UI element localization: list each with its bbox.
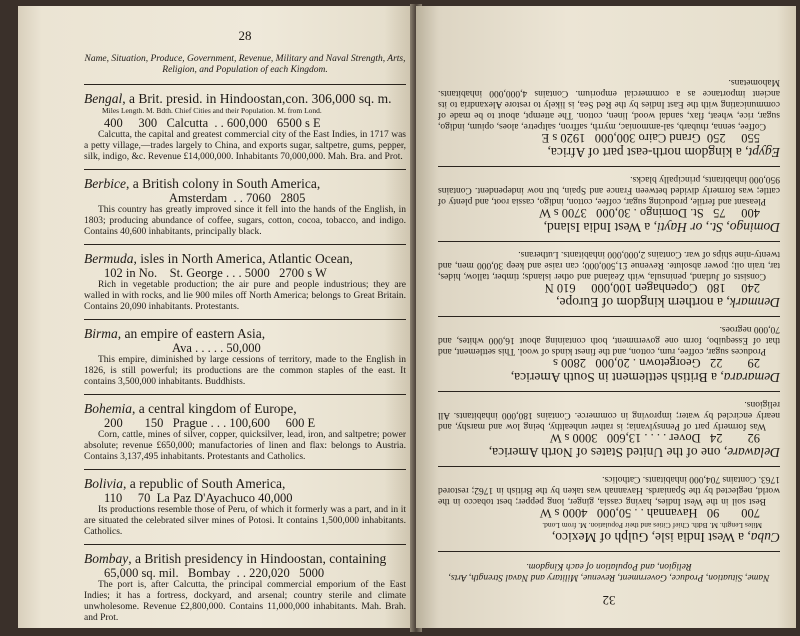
page-heading: Name, Situation, Produce, Government, Revenue, Military and Naval Strength, Arts, Religion, and Population of each Kingdom.	[448, 561, 770, 582]
divider	[84, 319, 406, 320]
entry-description: Was formerly part of Pennsylvania; is rather unhealthy, being low and marshy, and nearly encircled by water; improving in commerce. Contains 180,000 inhabitants. All religions.	[438, 399, 780, 431]
page-heading: Name, Situation, Produce, Government, Revenue, Military and Naval Strength, Arts, Religion, and Population of each Kingdom.	[84, 54, 406, 75]
entry-bohemia	[84, 401, 406, 463]
entry-description: Rich in vegetable production; the air pure and people industrious; they are walled in with rocks, and lie 900 miles off North America; belongs to Great Britain. Contains 20,090 inhabitants. Protestants.	[84, 280, 406, 312]
entry-denmark	[438, 248, 780, 310]
entry-egypt	[438, 76, 780, 160]
page-number: 32	[602, 593, 616, 608]
divider	[438, 391, 780, 392]
entry-name: Bermuda	[84, 251, 134, 266]
entry-cuba	[438, 473, 780, 545]
entry-title-rest: , a West India Island,	[543, 220, 657, 235]
entry-title-rest: , a republic of South America,	[123, 476, 286, 491]
entry-stats: Amsterdam . . 7060 2805	[104, 191, 306, 205]
entry-name: Bohemia	[84, 401, 132, 416]
entry-description: Consists of Jutland, peninsula, with Zealand and other islands; timber, tallow, hides, tar, train oil; power absolute. Revenue £1,500,000; can raise and keep 30,000 men, and twenty-nine ships of war. Contains 2,000,000 inhabitants. Lutherans.	[438, 249, 780, 281]
entry-title-rest: , a northern kingdom of Europe,	[556, 295, 730, 310]
entry-name: Berbice	[84, 176, 126, 191]
divider	[438, 166, 780, 167]
entry-title-rest: , a British settlement in South America,	[510, 370, 724, 385]
divider	[438, 316, 780, 317]
entry-description: This empire, diminished by large cessions of territory, made to the English in 1826, is still powerful; its productions are the common staples of the east. It contains 3,500,000 inhabitants. Buddhists.	[84, 355, 406, 387]
entry-name: Demarara	[723, 370, 780, 385]
entry-stats: 92 24 Dover . . . . 13,600 3000 s W	[549, 431, 760, 445]
entry-name: Egypt	[748, 145, 780, 160]
entry-description: Calcutta, the capital and greatest commercial city of the East Indies, in 1717 was a petty village,—trades largely to China, and exports sugar, saltpetre, gums, pepper, silk, indigo, &c. Revenue £14,000,000. Inhabitants 70,000,000. Mah. Bra. and Prot.	[84, 130, 406, 162]
entry-stats: 240 180 Copenhagen 100,000 610 N	[544, 281, 760, 295]
entry-stats: 700 90 Havannah . . 50,000 4000 s W	[539, 506, 760, 520]
divider	[84, 469, 406, 470]
entry-name: Birma	[84, 326, 118, 341]
entry-stats: 400 300 Calcutta . . 600,000 6500 s E	[104, 116, 321, 130]
entry-name: Bombay	[84, 551, 129, 566]
entry-stats: 29 22 Georgetown . 20,000 2800 s	[552, 356, 760, 370]
entry-description: Pleasant and fertile, producing sugar, coffee, cotton, indigo, cassia root, and plenty of cattle; was formerly divided between France and Spain, but now independent. Contains 950,000 inhabitants, principally blacks.	[438, 174, 780, 206]
entry-name: Bengal	[84, 91, 123, 106]
entry-name: Delaware	[727, 445, 780, 460]
entry-name: Cuba	[750, 530, 780, 545]
entry-title-rest: , one of the United States of North America,	[488, 445, 728, 460]
entry-title-rest: , a British presidency in Hindoostan, containing	[128, 551, 387, 566]
divider	[84, 394, 406, 395]
entry-bombay	[84, 551, 406, 624]
entry-demarara	[438, 323, 780, 385]
entry-stats: 550 250 Grand Cairo 300,000 1920 s E	[541, 131, 760, 145]
divider	[438, 466, 780, 467]
entry-berbice	[84, 176, 406, 238]
entry-bengal	[84, 91, 406, 163]
entry-title-rest: , a West India isle, Gulph of Mexico,	[551, 530, 751, 545]
entry-title-rest: , a central kingdom of Europe,	[132, 401, 297, 416]
column-headers: Miles Length. M. Bdth. Chief Cities and their Population. M. from Lond.	[102, 106, 322, 115]
divider	[438, 241, 780, 242]
entry-description: Best soil in the West Indies, having cassia, ginger, long pepper; best tobacco in the world, neglected by the Spaniards. Havannah was taken by the British in 1762; restored 1763. Contains 704,000 inhabitants. Catholics.	[438, 474, 780, 506]
entry-description: Corn, cattle, mines of silver, copper, quicksilver, lead, iron, and saltpetre; power absolute; revenue £650,000; manufactories of linen and flax: belongs to Austria. Contains 3,137,495 inhabitants. Protestants and Catholics.	[84, 430, 406, 462]
entry-stats: Ava . . . . . 50,000	[104, 341, 261, 355]
page-number: 28	[238, 28, 252, 43]
divider	[84, 544, 406, 545]
column-headers: Miles Length. M. Bdth. Chief Cities and their Population. M. from Lond.	[542, 521, 762, 530]
entry-description: Its productions resemble those of Peru, of which it formerly was a part, and in it are situated the celebrated silver mines of Potosi. It contains 1,500,000 inhabitants. Catholics.	[84, 505, 406, 537]
entry-description: Coffee, senna, rhubarb, sal-ammoniac, myrrh, saffron, saltpetre, aloes, opium, indigo, sugar, rice, wheat, flax, sandal wood, linen, cotton. The attempt, about to be made of communicating with the East Indies by the Red Sea, is likely to restore Alexandria to its ancient importance as a commercial emporium. Contains 4,000,000 inhabitants. Mahometans.	[438, 77, 780, 131]
divider	[84, 169, 406, 170]
entry-stats: 65,000 sq. mil. Bombay . . 220,020 5000	[104, 566, 325, 580]
entry-bermuda	[84, 251, 406, 313]
divider	[84, 84, 406, 85]
entry-name: Denmark	[729, 295, 780, 310]
entry-birma	[84, 326, 406, 388]
entry-name: Bolivia	[84, 476, 123, 491]
left-page	[18, 6, 416, 628]
entry-description: The port is, after Calcutta, the principal commercial emporium of the East Indies; it has a fortress, dockyard, and arsenal; country sterile and climate unwholesome. Revenue £2,800,000. Contains 11,000,000 inhabitants. Mah. Brah. and Prot.	[84, 580, 406, 623]
entry-bolivia	[84, 476, 406, 538]
entry-description: Produces sugar, coffee, rum, cotton, and the finest kinds of wool. This settlement, and that of Essequibo, form one government, both containing about 16,000 whites, and 70,000 negroes.	[438, 324, 780, 356]
entry-name: Domingo, St., or Hayti	[657, 220, 780, 235]
entry-stats: 200 150 Prague . . . 100,600 600 E	[104, 416, 316, 430]
entry-delaware	[438, 398, 780, 460]
entry-domingo	[438, 173, 780, 235]
divider	[438, 551, 780, 552]
right-page-upside-down	[416, 6, 796, 628]
entry-description: This country has greatly improved since it fell into the hands of the English, in 1803; producing abundance of coffee, sugars, cotton, cocoa, tobacco, and indigo. Contains 40,600 inhabitants, principally black.	[84, 205, 406, 237]
entry-title-rest: , an empire of eastern Asia,	[117, 326, 266, 341]
entry-title-rest: , a Brit. presid. in Hindoostan,con. 306,000 sq. m.	[122, 91, 392, 106]
entry-title-rest: , a British colony in South America,	[125, 176, 321, 191]
entry-stats: 110 70 La Paz D'Ayachuco 40,000	[104, 491, 293, 505]
entry-stats: 102 in No. St. George . . . 5000 2700 s W	[104, 266, 327, 280]
divider	[84, 244, 406, 245]
entry-stats: 400 75 St. Domingo . 30,000 3700 s W	[539, 206, 760, 220]
entry-title-rest: , a kingdom north-east part of Africa,	[547, 145, 749, 160]
entry-title-rest: , isles in North America, Atlantic Ocean,	[133, 251, 353, 266]
